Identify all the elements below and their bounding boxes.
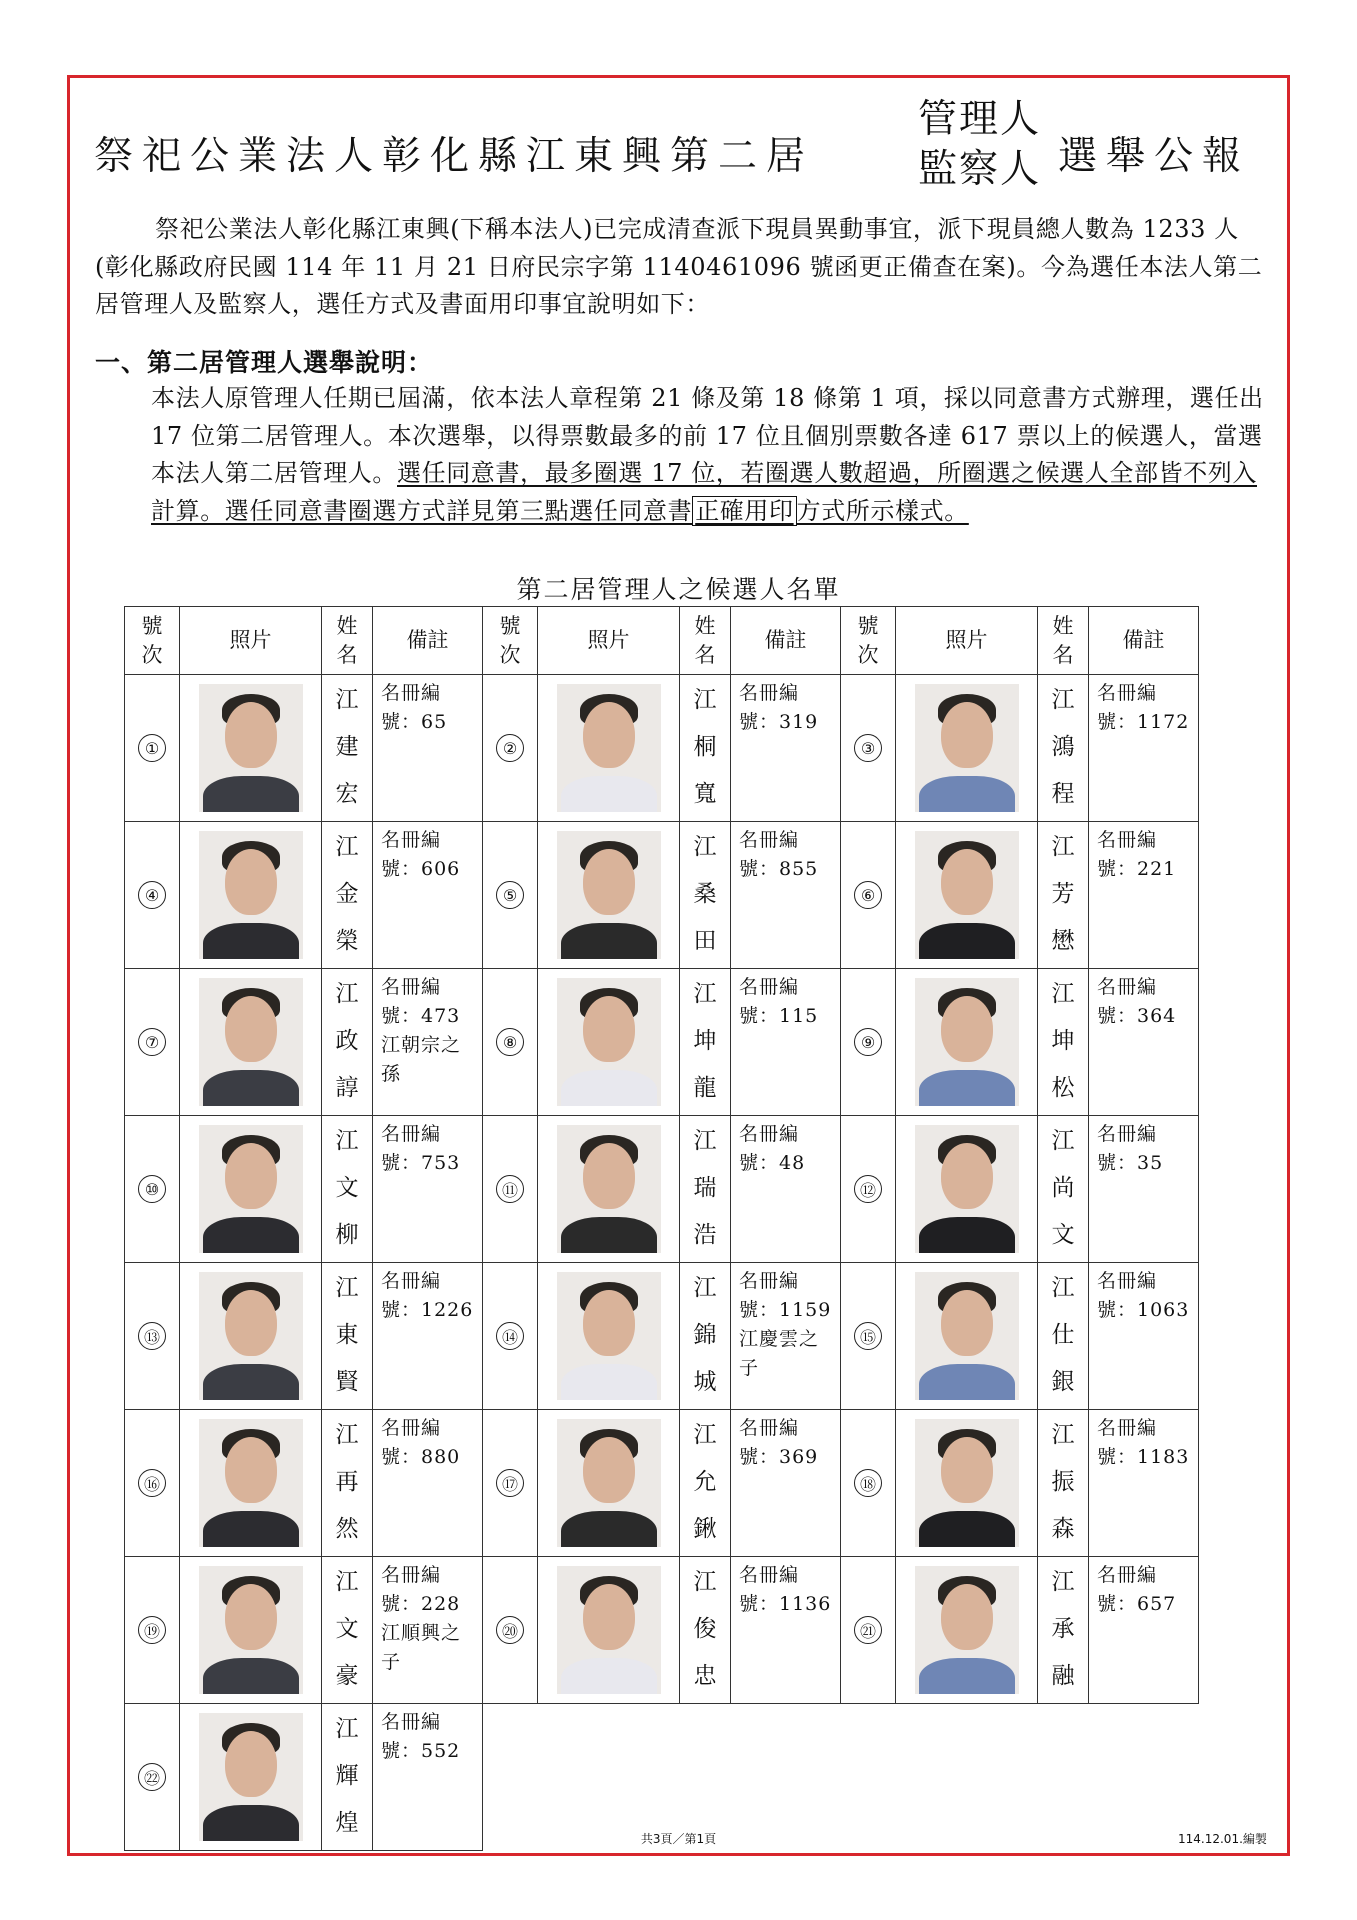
candidate-photo — [915, 831, 1019, 959]
candidate-photo-cell — [538, 1557, 680, 1704]
empty-cell — [896, 1704, 1038, 1851]
candidate-photo-cell — [896, 969, 1038, 1116]
candidate-name-cell — [322, 1410, 373, 1557]
candidate-name-cell — [322, 1704, 373, 1851]
candidate-photo — [557, 1125, 661, 1253]
candidate-name: 江振森 — [1051, 1422, 1075, 1542]
candidate-number — [125, 1410, 180, 1557]
section1-text: 本法人原管理人任期已屆滿，依本法人章程第 21 條及第 18 條第 1 項，採以同意書方式辦理，選任出 17 位第二居管理人。本次選舉，以得票數最多的前 17 位且個別票數各達 617 票以上的候選人，當選本法人第二居管理人。 — [151, 384, 1264, 487]
empty-cell — [1089, 1704, 1199, 1851]
table-row — [125, 675, 1199, 822]
candidate-photo-cell — [538, 1410, 680, 1557]
candidate-name: 江金榮 — [335, 834, 359, 954]
candidate-name: 江東賢 — [335, 1275, 359, 1395]
number-circle: ⑰ — [496, 1469, 524, 1497]
candidate-name-cell — [322, 675, 373, 822]
candidate-photo-cell — [896, 675, 1038, 822]
candidate-remark: 名冊編號：1136 — [731, 1557, 841, 1704]
table-row — [125, 1704, 1199, 1851]
candidate-name: 江文豪 — [335, 1569, 359, 1689]
header-name: 姓名 — [322, 607, 373, 675]
title-main: 祭祀公業法人彰化縣江東興第二居 — [94, 134, 815, 179]
candidate-photo-cell — [896, 1116, 1038, 1263]
candidate-name: 江建宏 — [335, 687, 359, 807]
candidate-remark: 名冊編號：1159 江慶雲之子 — [731, 1263, 841, 1410]
candidate-name-cell — [322, 822, 373, 969]
candidate-remark: 名冊編號：228 江順興之子 — [373, 1557, 483, 1704]
candidate-name-cell — [1038, 1410, 1089, 1557]
candidate-remark: 名冊編號：473 江朝宗之孫 — [373, 969, 483, 1116]
candidate-name-cell — [1038, 675, 1089, 822]
header-remark: 備註 — [373, 607, 483, 675]
candidate-number — [483, 1263, 538, 1410]
candidate-number — [841, 1557, 896, 1704]
candidate-photo — [915, 1272, 1019, 1400]
number-circle: ⑫ — [854, 1175, 882, 1203]
candidate-name: 江坤松 — [1051, 981, 1075, 1101]
candidate-number — [483, 675, 538, 822]
candidate-number — [483, 1410, 538, 1557]
section1-heading: 一、第二居管理人選舉說明： — [95, 348, 434, 377]
candidate-name-cell — [680, 969, 731, 1116]
candidate-number — [125, 1557, 180, 1704]
candidate-remark: 名冊編號：115 — [731, 969, 841, 1116]
header-name: 姓名 — [680, 607, 731, 675]
number-circle: ⑨ — [854, 1028, 882, 1056]
candidate-number — [125, 822, 180, 969]
table-row — [125, 1116, 1199, 1263]
candidate-remark: 名冊編號：364 — [1089, 969, 1199, 1116]
empty-cell — [841, 1704, 896, 1851]
section1-underlined-text: 選任同意書，最多圈選 17 位，若圈選人數超過，所圈選之候選人全部皆不列入計算。選任同意書圈選方式詳見第三點選任同意書 — [151, 459, 1257, 525]
table-row — [125, 822, 1199, 969]
candidate-name: 江桑田 — [693, 834, 717, 954]
candidate-photo-cell — [538, 675, 680, 822]
candidate-name: 江桐寬 — [693, 687, 717, 807]
candidate-name: 江坤龍 — [693, 981, 717, 1101]
number-circle: ㉑ — [854, 1616, 882, 1644]
candidate-photo-cell — [538, 822, 680, 969]
number-circle: ④ — [138, 881, 166, 909]
candidate-name: 江芳懋 — [1051, 834, 1075, 954]
candidate-number — [483, 822, 538, 969]
header-photo: 照片 — [180, 607, 322, 675]
candidate-remark: 名冊編號：855 — [731, 822, 841, 969]
empty-cell — [680, 1704, 731, 1851]
number-circle: ⑦ — [138, 1028, 166, 1056]
candidate-photo — [199, 1125, 303, 1253]
candidate-photo — [199, 1713, 303, 1841]
candidate-photo-cell — [180, 675, 322, 822]
number-circle: ⑬ — [138, 1322, 166, 1350]
empty-cell — [483, 1704, 538, 1851]
document-title — [0, 95, 1357, 195]
header-name: 姓名 — [1038, 607, 1089, 675]
candidate-name-cell — [680, 1557, 731, 1704]
candidate-name: 江尚文 — [1051, 1128, 1075, 1248]
candidate-number — [841, 1263, 896, 1410]
candidate-name: 江俊忠 — [693, 1569, 717, 1689]
candidate-photo-cell — [180, 1263, 322, 1410]
intro-paragraph — [95, 211, 1265, 324]
number-circle: ⑲ — [138, 1616, 166, 1644]
candidate-list-title: 第二居管理人之候選人名單 — [516, 575, 841, 604]
candidate-name-cell — [322, 1557, 373, 1704]
candidate-number — [125, 1263, 180, 1410]
candidate-name: 江輝煌 — [335, 1716, 359, 1836]
candidate-number — [483, 1116, 538, 1263]
section1-boxed-text: 正確用印 — [692, 496, 796, 526]
candidate-photo-cell — [896, 822, 1038, 969]
candidate-name-cell — [680, 1410, 731, 1557]
candidate-photo — [557, 684, 661, 812]
candidate-name: 江承融 — [1051, 1569, 1075, 1689]
candidate-photo — [915, 978, 1019, 1106]
section1-paragraph — [151, 380, 1271, 530]
candidate-name: 江再然 — [335, 1422, 359, 1542]
empty-cell — [1038, 1704, 1089, 1851]
candidate-name-cell — [680, 1263, 731, 1410]
candidate-name: 江錦城 — [693, 1275, 717, 1395]
candidate-photo-cell — [896, 1557, 1038, 1704]
candidate-remark: 名冊編號：319 — [731, 675, 841, 822]
table-row — [125, 969, 1199, 1116]
candidate-name: 江瑞浩 — [693, 1128, 717, 1248]
candidate-name: 江政諄 — [335, 981, 359, 1101]
candidate-photo — [557, 1566, 661, 1694]
edition-date: 114.12.01.編製 — [1178, 1832, 1267, 1846]
candidate-photo — [199, 831, 303, 959]
candidate-photo-cell — [538, 1116, 680, 1263]
candidate-photo — [915, 684, 1019, 812]
title-stack-top: 管理人 — [918, 97, 1042, 142]
candidate-name-cell — [680, 675, 731, 822]
candidate-photo-cell — [538, 969, 680, 1116]
candidate-photo — [199, 978, 303, 1106]
candidate-number — [483, 1557, 538, 1704]
candidate-number — [841, 1410, 896, 1557]
number-circle: ⑮ — [854, 1322, 882, 1350]
number-circle: ② — [496, 734, 524, 762]
candidate-number — [841, 822, 896, 969]
number-circle: ⑩ — [138, 1175, 166, 1203]
candidate-name: 江鴻程 — [1051, 687, 1075, 807]
title-stack — [918, 95, 1041, 195]
candidate-remark: 名冊編號：1183 — [1089, 1410, 1199, 1557]
candidate-name: 江仕銀 — [1051, 1275, 1075, 1395]
header-no: 號次 — [125, 607, 180, 675]
candidate-name-cell — [1038, 1557, 1089, 1704]
candidate-photo-cell — [180, 822, 322, 969]
candidate-photo-cell — [896, 1410, 1038, 1557]
candidate-remark: 名冊編號：369 — [731, 1410, 841, 1557]
candidate-number — [125, 1704, 180, 1851]
candidate-remark: 名冊編號：880 — [373, 1410, 483, 1557]
candidate-name-cell — [1038, 822, 1089, 969]
candidate-remark: 名冊編號：657 — [1089, 1557, 1199, 1704]
table-header-row — [125, 607, 1199, 675]
number-circle: ⑭ — [496, 1322, 524, 1350]
candidate-photo-cell — [180, 1704, 322, 1851]
candidate-remark: 名冊編號：1172 — [1089, 675, 1199, 822]
candidate-photo — [199, 1566, 303, 1694]
number-circle: ⑪ — [496, 1175, 524, 1203]
page-number: 共3頁／第1頁 — [640, 1832, 717, 1846]
candidate-photo — [557, 1272, 661, 1400]
header-remark: 備註 — [1089, 607, 1199, 675]
candidate-name: 江文柳 — [335, 1128, 359, 1248]
header-photo: 照片 — [896, 607, 1038, 675]
candidate-photo-cell — [180, 969, 322, 1116]
candidate-number — [841, 969, 896, 1116]
candidate-photo — [915, 1125, 1019, 1253]
candidate-table — [124, 606, 1199, 1851]
number-circle: ㉒ — [138, 1763, 166, 1791]
candidate-photo — [199, 1272, 303, 1400]
candidate-number — [125, 1116, 180, 1263]
number-circle: ⑧ — [496, 1028, 524, 1056]
number-circle: ⑱ — [854, 1469, 882, 1497]
candidate-remark: 名冊編號：1063 — [1089, 1263, 1199, 1410]
candidate-name-cell — [1038, 969, 1089, 1116]
number-circle: ⑤ — [496, 881, 524, 909]
candidate-name-cell — [680, 1116, 731, 1263]
candidate-name-cell — [1038, 1263, 1089, 1410]
table-row — [125, 1557, 1199, 1704]
candidate-photo — [199, 684, 303, 812]
candidate-number — [841, 675, 896, 822]
number-circle: ⑥ — [854, 881, 882, 909]
number-circle: ⑳ — [496, 1616, 524, 1644]
candidate-remark: 名冊編號：1226 — [373, 1263, 483, 1410]
candidate-number — [841, 1116, 896, 1263]
header-no: 號次 — [483, 607, 538, 675]
candidate-photo — [199, 1419, 303, 1547]
candidate-remark: 名冊編號：48 — [731, 1116, 841, 1263]
empty-cell — [731, 1704, 841, 1851]
candidate-photo — [557, 978, 661, 1106]
header-remark: 備註 — [731, 607, 841, 675]
table-row — [125, 1263, 1199, 1410]
candidate-photo-cell — [538, 1263, 680, 1410]
candidate-number — [483, 969, 538, 1116]
candidate-remark: 名冊編號：221 — [1089, 822, 1199, 969]
candidate-photo-cell — [896, 1263, 1038, 1410]
candidate-photo-cell — [180, 1557, 322, 1704]
intro-text: 祭祀公業法人彰化縣江東興(下稱本法人)已完成清查派下現員異動事宜，派下現員總人數為 1233 人(彰化縣政府民國 114 年 11 月 21 日府民宗字第 1140461096 號函更正備查在案)。今為選任本法人第二居管理人及監察人，選任方式及書面用印事宜說明如下： — [95, 215, 1263, 318]
header-no: 號次 — [841, 607, 896, 675]
table-row — [125, 1410, 1199, 1557]
title-end: 選舉公報 — [1058, 134, 1251, 179]
header-photo: 照片 — [538, 607, 680, 675]
empty-cell — [538, 1704, 680, 1851]
candidate-name-cell — [680, 822, 731, 969]
candidate-name-cell — [322, 1263, 373, 1410]
candidate-remark: 名冊編號：606 — [373, 822, 483, 969]
candidate-remark: 名冊編號：65 — [373, 675, 483, 822]
candidate-name-cell — [1038, 1116, 1089, 1263]
candidate-remark: 名冊編號：35 — [1089, 1116, 1199, 1263]
candidate-name-cell — [322, 1116, 373, 1263]
candidate-number — [125, 969, 180, 1116]
candidate-remark: 名冊編號：753 — [373, 1116, 483, 1263]
number-circle: ③ — [854, 734, 882, 762]
section1-end-text: 方式所示樣式。 — [796, 496, 969, 525]
candidate-remark: 名冊編號：552 — [373, 1704, 483, 1851]
candidate-photo — [557, 831, 661, 959]
candidate-photo-cell — [180, 1116, 322, 1263]
title-stack-bottom: 監察人 — [918, 147, 1042, 192]
candidate-name-cell — [322, 969, 373, 1116]
candidate-photo — [915, 1419, 1019, 1547]
candidate-name: 江允鍬 — [693, 1422, 717, 1542]
number-circle: ⑯ — [138, 1469, 166, 1497]
candidate-photo — [557, 1419, 661, 1547]
candidate-photo — [915, 1566, 1019, 1694]
candidate-number — [125, 675, 180, 822]
candidate-photo-cell — [180, 1410, 322, 1557]
number-circle: ① — [138, 734, 166, 762]
